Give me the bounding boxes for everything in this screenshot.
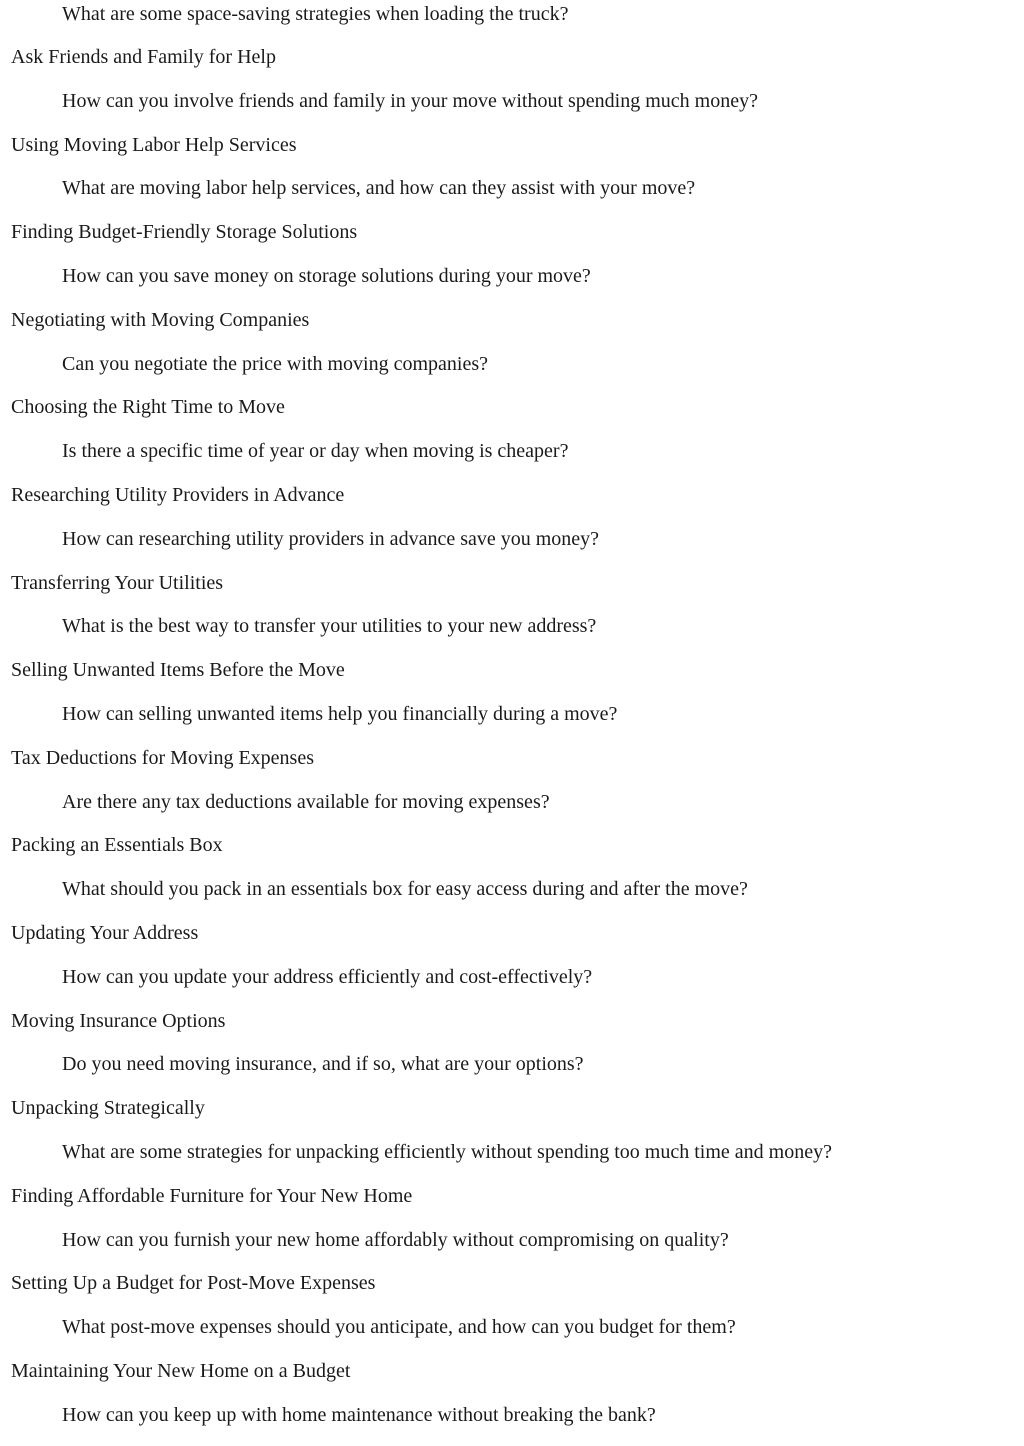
section-question: How can you keep up with home maintenance without breaking the bank? (62, 1403, 656, 1426)
section-heading: Ask Friends and Family for Help (11, 46, 276, 68)
section-entry (0, 211, 1024, 299)
section-entry (0, 649, 1024, 737)
section-entry (0, 824, 1024, 912)
section-question: How can you update your address efficiently and cost-effectively? (62, 965, 593, 988)
section-heading: Using Moving Labor Help Services (11, 133, 297, 156)
section-heading: Finding Budget-Friendly Storage Solutions (11, 221, 358, 244)
section-heading: Choosing the Right Time to Move (11, 396, 285, 419)
section-heading: Selling Unwanted Items Before the Move (11, 659, 345, 682)
section-question: How can you save money on storage solutions during your move? (62, 264, 591, 287)
section-heading: Maintaining Your New Home on a Budget (11, 1359, 351, 1382)
section-heading: Finding Affordable Furniture for Your New Home (11, 1184, 413, 1207)
section-question: How can researching utility providers in advance save you money? (62, 527, 600, 550)
section-heading: Researching Utility Providers in Advance (11, 483, 345, 506)
section-question: What are some strategies for unpacking efficiently without spending too much time and money? (62, 1140, 832, 1163)
section-heading: Negotiating with Moving Companies (11, 308, 310, 331)
section-entry (0, 912, 1024, 1000)
section-question: How can you involve friends and family in your move without spending much money? (62, 89, 758, 112)
section-entry (0, 386, 1024, 474)
section-heading: Unpacking Strategically (11, 1097, 205, 1120)
section-entry (0, 299, 1024, 387)
section-question: What are moving labor help services, and how can they assist with your move? (62, 177, 696, 200)
section-question: What should you pack in an essentials box for easy access during and after the move? (62, 878, 748, 901)
section-heading: Tax Deductions for Moving Expenses (11, 746, 314, 769)
section-list (0, 36, 1024, 1438)
section-heading: Moving Insurance Options (11, 1009, 226, 1032)
section-question: What is the best way to transfer your utilities to your new address? (62, 615, 597, 638)
section-question: Do you need moving insurance, and if so, what are your options? (62, 1053, 584, 1076)
section-question: How can you furnish your new home affordably without compromising on quality? (62, 1228, 729, 1251)
section-entry (0, 562, 1024, 650)
section-question: How can selling unwanted items help you financially during a move? (62, 702, 618, 725)
section-entry (0, 1175, 1024, 1263)
section-entry (0, 124, 1024, 212)
section-heading: Updating Your Address (11, 921, 199, 944)
intro-question: What are some space-saving strategies when loading the truck? (62, 3, 569, 25)
section-entry (0, 36, 1024, 124)
section-question: What post-move expenses should you anticipate, and how can you budget for them? (62, 1316, 736, 1339)
section-entry (0, 1000, 1024, 1088)
section-entry (0, 1350, 1024, 1438)
section-entry (0, 474, 1024, 562)
section-entry (0, 1262, 1024, 1350)
section-question: Are there any tax deductions available for moving expenses? (62, 790, 550, 813)
section-heading: Transferring Your Utilities (11, 571, 224, 594)
section-entry (0, 737, 1024, 825)
section-question: Is there a specific time of year or day when moving is cheaper? (62, 440, 569, 463)
section-heading: Packing an Essentials Box (11, 834, 223, 857)
section-heading: Setting Up a Budget for Post-Move Expenses (11, 1272, 376, 1295)
section-entry (0, 1087, 1024, 1175)
section-question: Can you negotiate the price with moving companies? (62, 352, 488, 375)
